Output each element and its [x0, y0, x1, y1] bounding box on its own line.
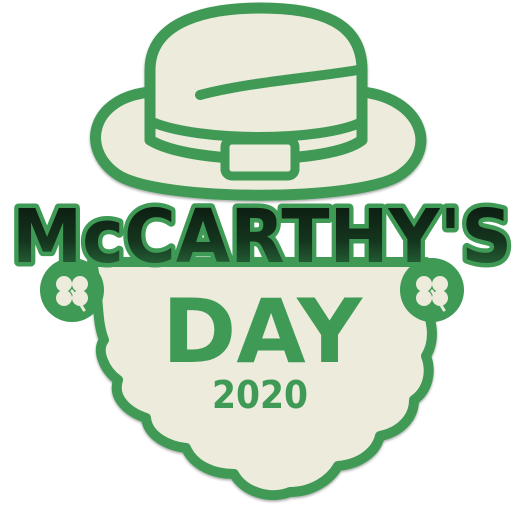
leprechaun-hat-icon [96, 8, 421, 195]
logo-subtitle: DAY [162, 280, 364, 383]
hat-buckle [225, 140, 295, 176]
logo-title-group [12, 194, 512, 280]
logo-title: McCARTHY'S [12, 194, 512, 280]
logo-year: 2020 [212, 373, 308, 417]
